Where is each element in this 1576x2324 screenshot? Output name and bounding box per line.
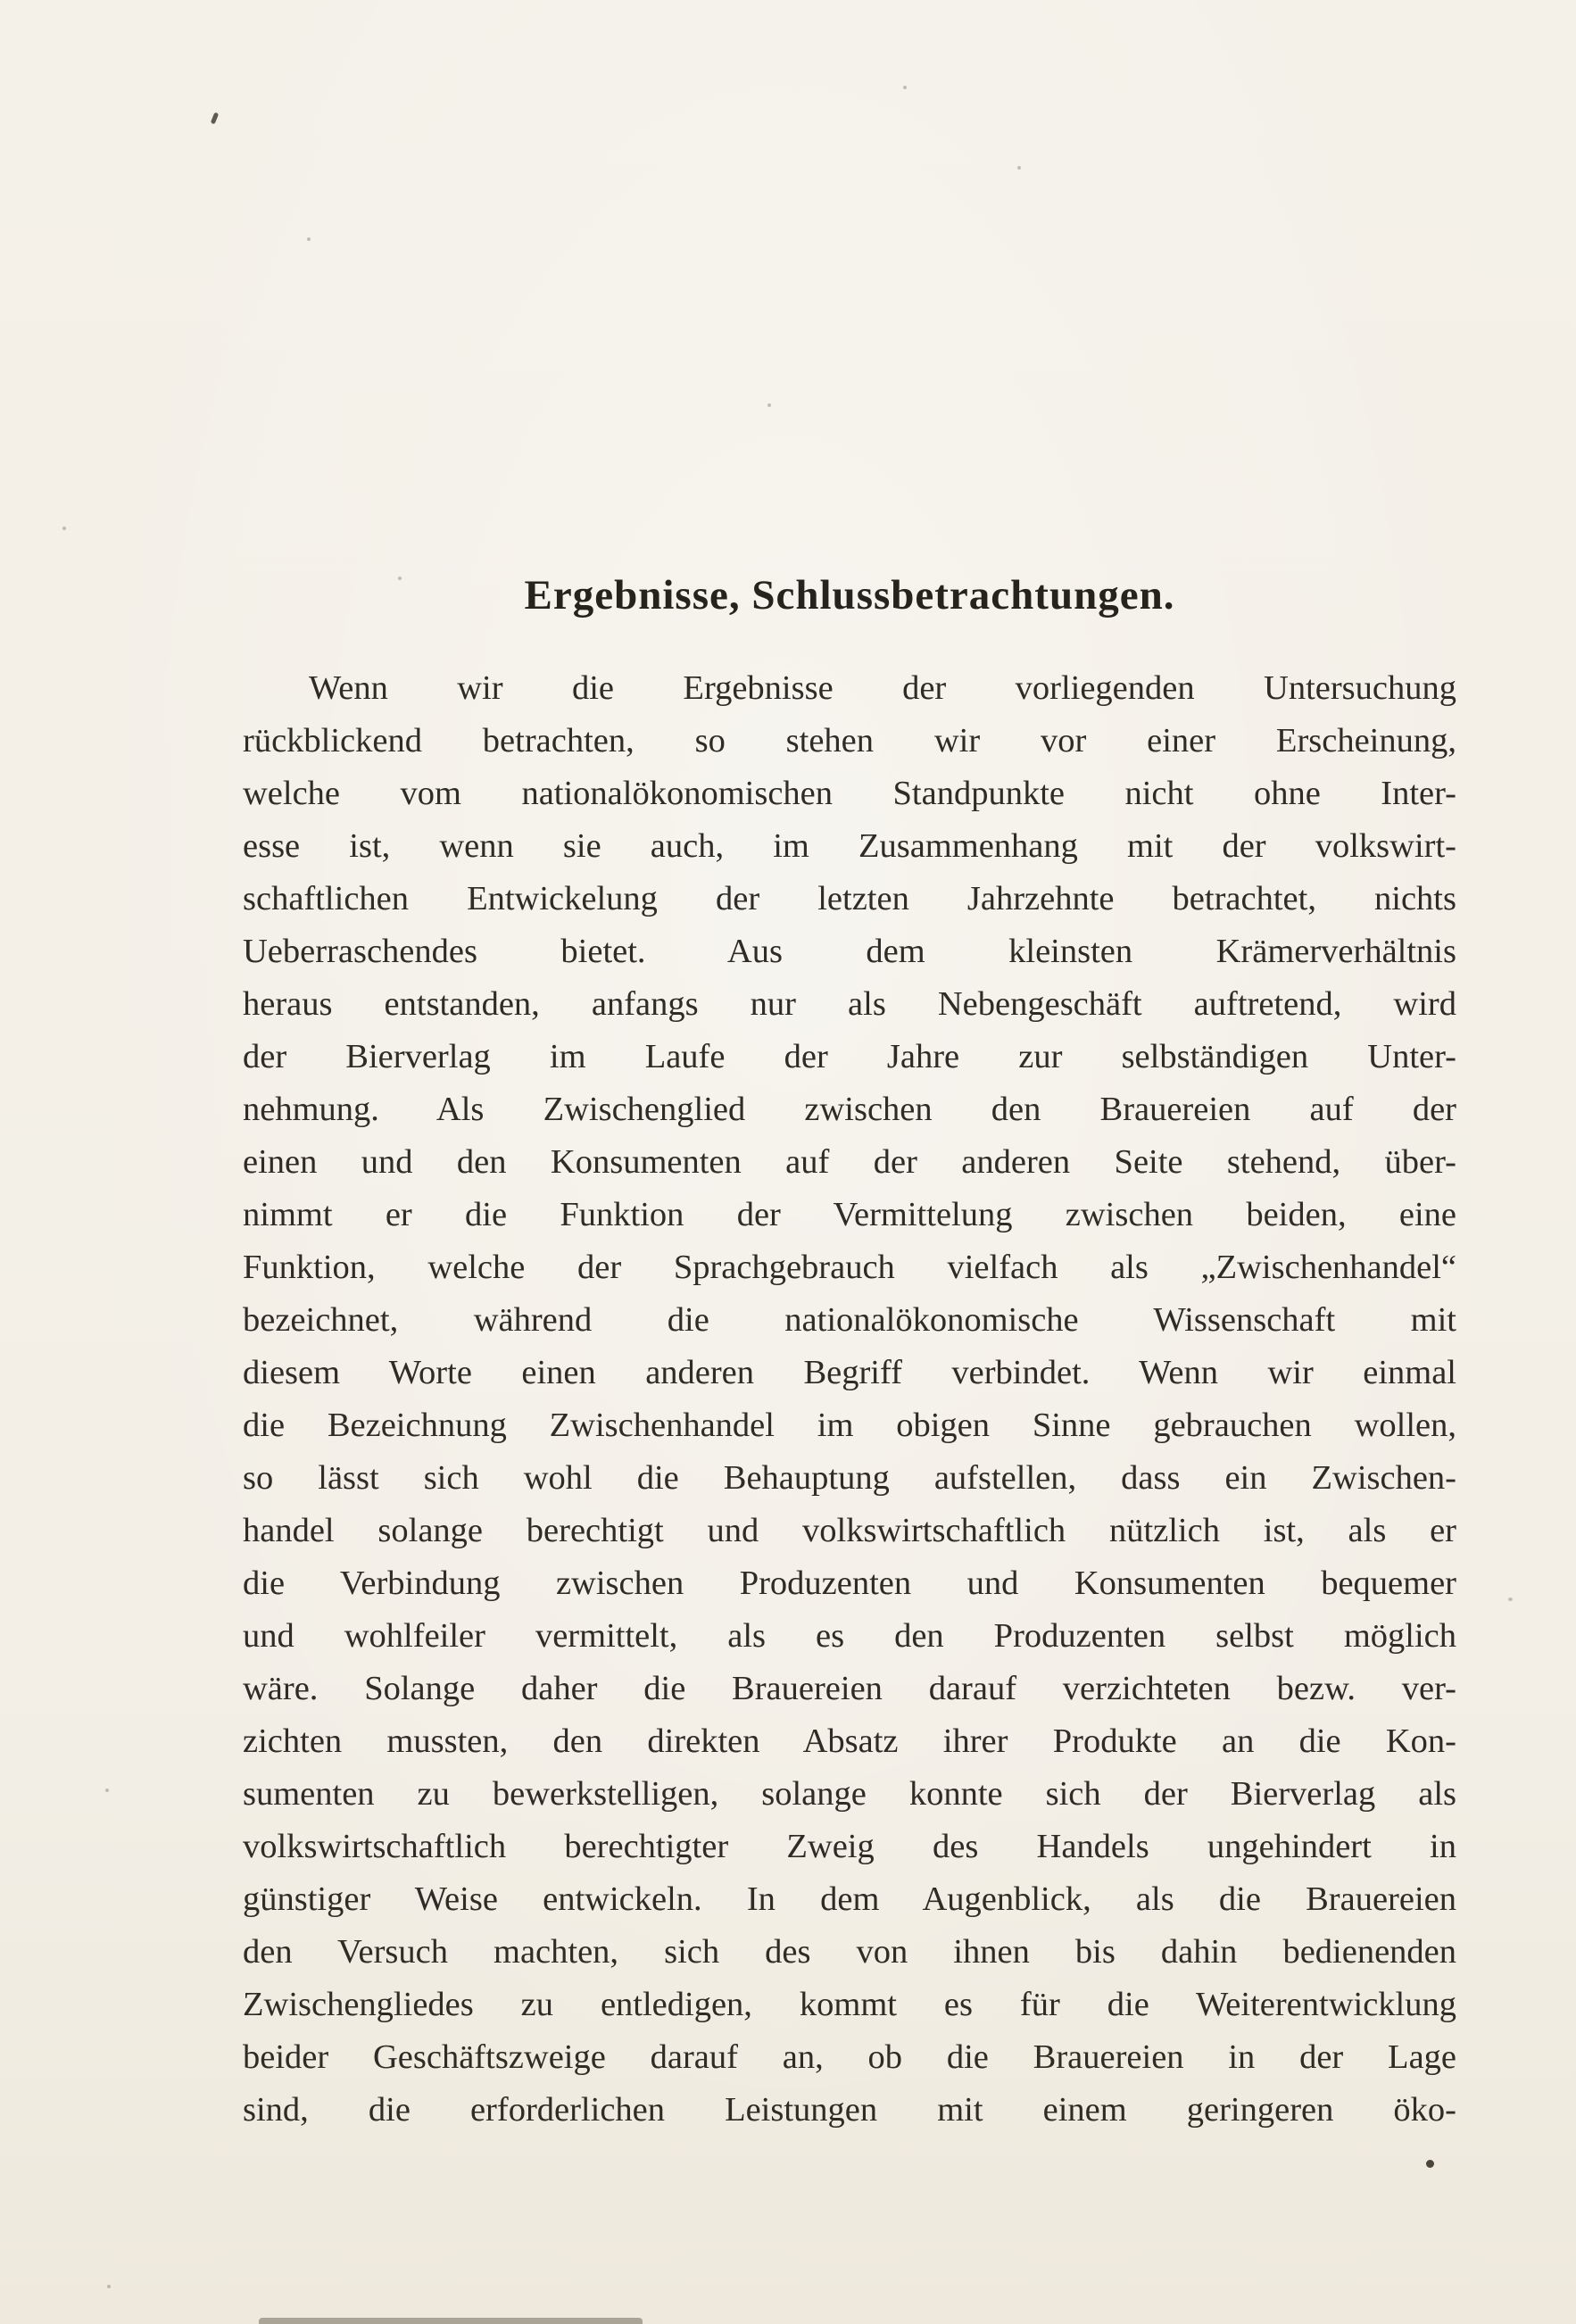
text-line: volkswirtschaftlich berechtigter Zweig des Handels ungehindert in bbox=[243, 1828, 1456, 1865]
text-line: Zwischengliedes zu entledigen, kommt es für die Weiterentwicklung bbox=[243, 1986, 1456, 2023]
scan-speck bbox=[307, 237, 311, 241]
text-line: rückblickend betrachten, so stehen wir vor einer Erscheinung, bbox=[243, 722, 1456, 759]
text-line: sind, die erforderlichen Leistungen mit einem geringeren öko- bbox=[243, 2091, 1456, 2129]
text-line: die Bezeichnung Zwischenhandel im obigen Sinne gebrauchen wollen, bbox=[243, 1407, 1456, 1444]
text-line: beider Geschäftszweige darauf an, ob die Brauereien in der Lage bbox=[243, 2038, 1456, 2076]
text-line: Ueberraschendes bietet. Aus dem kleinsten Krämerverhältnis bbox=[243, 933, 1456, 970]
text-line: sumenten zu bewerkstelligen, solange konnte sich der Bierverlag als bbox=[243, 1775, 1456, 1813]
text-line: handel solange berechtigt und volkswirtschaftlich nützlich ist, als er bbox=[243, 1512, 1456, 1549]
text-line: der Bierverlag im Laufe der Jahre zur selbständigen Unter- bbox=[243, 1038, 1456, 1075]
text-line: den Versuch machten, sich des von ihnen bis dahin bedienenden bbox=[243, 1933, 1456, 1971]
text-line: die Verbindung zwischen Produzenten und Konsumenten bequemer bbox=[243, 1565, 1456, 1602]
page-heading: Ergebnisse, Schlussbetrachtungen. bbox=[524, 572, 1175, 618]
scan-speck bbox=[767, 403, 771, 407]
text-line: heraus entstanden, anfangs nur als Nebengeschäft auftretend, wird bbox=[243, 985, 1456, 1023]
text-line: schaftlichen Entwickelung der letzten Jahrzehnte betrachtet, nichts bbox=[243, 880, 1456, 917]
text-line: bezeichnet, während die nationalökonomische Wissenschaft mit bbox=[243, 1301, 1456, 1339]
scan-dot bbox=[1426, 2160, 1434, 2168]
text-line: nehmung. Als Zwischenglied zwischen den Brauereien auf der bbox=[243, 1091, 1456, 1128]
text-line: Wenn wir die Ergebnisse der vorliegenden Untersuchung bbox=[309, 669, 1456, 707]
scan-speck bbox=[211, 112, 220, 125]
text-line: so lässt sich wohl die Behauptung aufstellen, dass ein Zwischen- bbox=[243, 1459, 1456, 1497]
text-line: zichten mussten, den direkten Absatz ihrer Produkte an die Kon- bbox=[243, 1722, 1456, 1760]
scan-speck bbox=[1017, 166, 1021, 170]
scan-speck bbox=[107, 2285, 111, 2288]
text-line: günstiger Weise entwickeln. In dem Augenblick, als die Brauereien bbox=[243, 1880, 1456, 1918]
text-line: nimmt er die Funktion der Vermittelung zwischen beiden, eine bbox=[243, 1196, 1456, 1233]
body-paragraph bbox=[243, 662, 1456, 2137]
text-line: einen und den Konsumenten auf der anderen Seite stehend, über- bbox=[243, 1143, 1456, 1181]
scan-speck bbox=[105, 1789, 109, 1792]
text-line: welche vom nationalökonomischen Standpunkte nicht ohne Inter- bbox=[243, 775, 1456, 812]
text-line: Funktion, welche der Sprachgebrauch vielfach als „Zwischenhandel“ bbox=[243, 1249, 1456, 1286]
scan-speck bbox=[62, 527, 66, 530]
scan-speck bbox=[903, 86, 907, 89]
text-line: und wohlfeiler vermittelt, als es den Produzenten selbst möglich bbox=[243, 1617, 1456, 1655]
scan-edge-shadow bbox=[259, 2318, 643, 2324]
text-line: wäre. Solange daher die Brauereien darauf verzichteten bezw. ver- bbox=[243, 1670, 1456, 1707]
text-line: esse ist, wenn sie auch, im Zusammenhang mit der volkswirt- bbox=[243, 827, 1456, 865]
text-block bbox=[243, 571, 1456, 2137]
scan-speck bbox=[1508, 1598, 1513, 1601]
text-line: diesem Worte einen anderen Begriff verbindet. Wenn wir einmal bbox=[243, 1354, 1456, 1391]
